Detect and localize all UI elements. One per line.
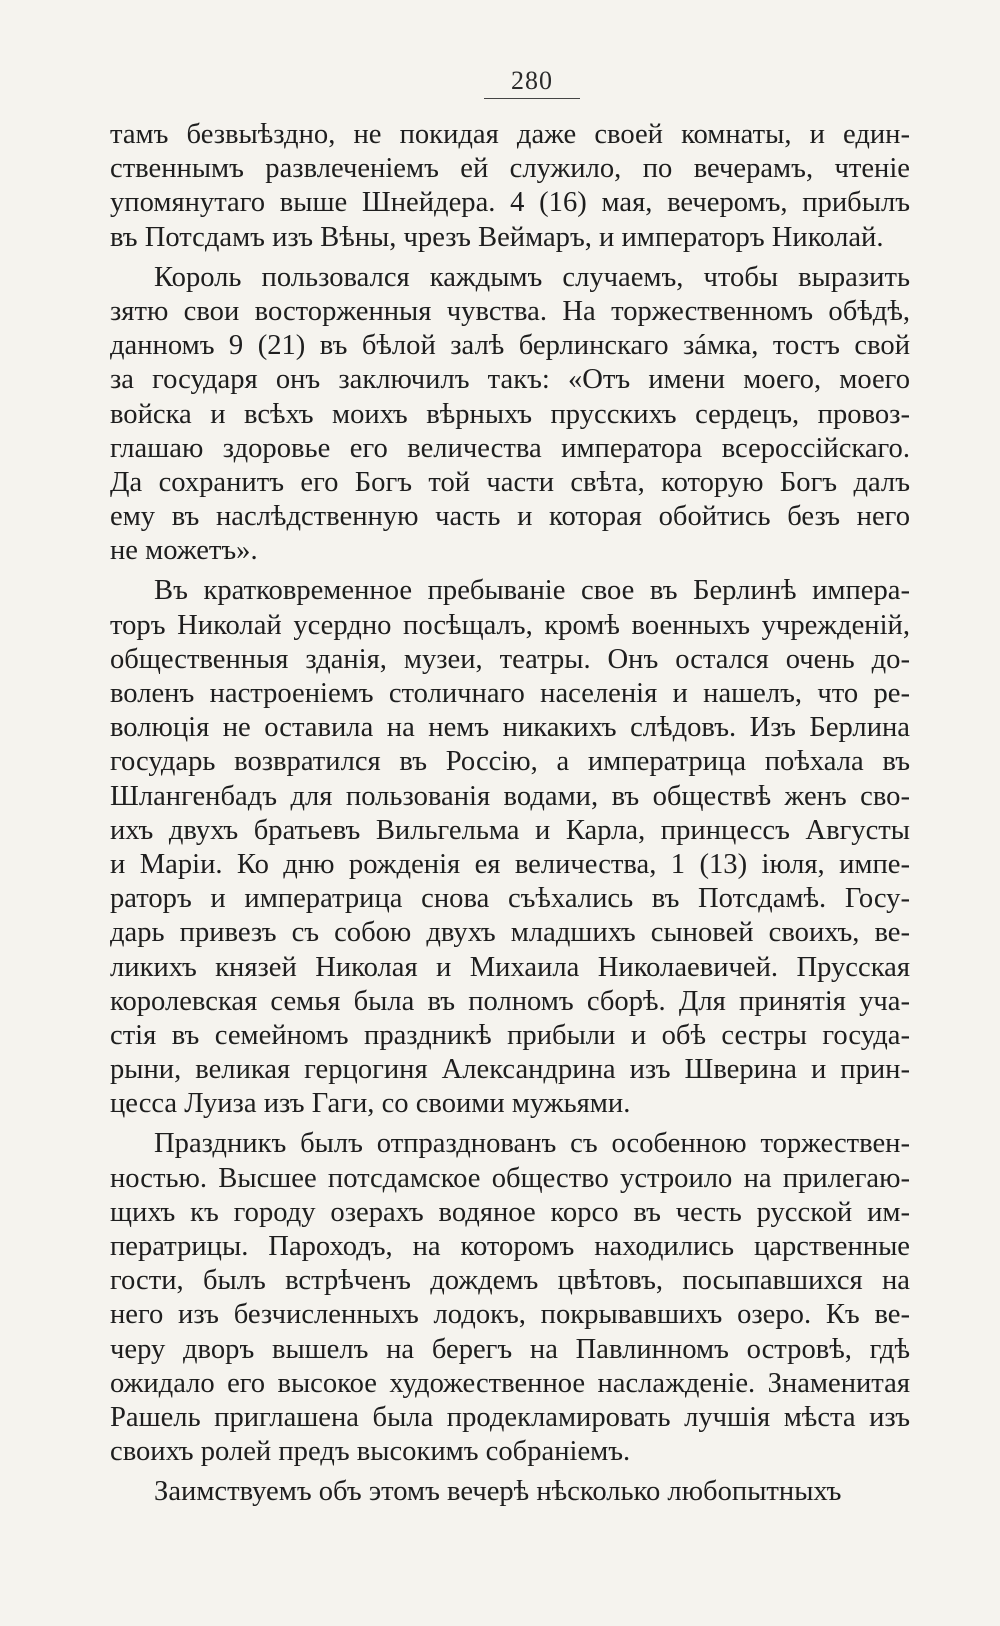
text-line: воленъ настроеніемъ столичнаго населенія и нашелъ, что ре-	[110, 678, 910, 709]
text-line: глашаю здоровье его величества императора всероссійскаго.	[110, 432, 910, 464]
paragraph	[110, 1127, 910, 1469]
paragraph	[110, 574, 910, 1121]
page-number-rule	[484, 98, 580, 99]
text-line: дарь привезъ съ собою двухъ младшихъ сыновей своихъ, ве-	[110, 917, 910, 949]
text-line: торъ Николай усердно посѣщалъ, кромѣ военныхъ учрежденій,	[110, 609, 910, 641]
text-line: щихъ къ городу озерахъ водяное корсо въ честь русской им-	[110, 1196, 910, 1228]
text-line: ностью. Высшее потсдамское общество устроило на прилегаю-	[110, 1162, 910, 1194]
text-line: цесса Луиза изъ Гаги, со своими мужьями.	[110, 1088, 631, 1120]
text-line: въ Потсдамъ изъ Вѣны, чрезъ Веймаръ, и императоръ Николай.	[110, 221, 884, 253]
text-line: ожидало его высокое художественное наслажденіе. Знаменитая	[110, 1367, 910, 1399]
text-line: ператрицы. Пароходъ, на которомъ находились царственные	[110, 1231, 910, 1262]
text-line: тамъ безвыѣздно, не покидая даже своей комнаты, и един-	[110, 119, 910, 150]
text-line: своихъ ролей предъ высокимъ собраніемъ.	[110, 1436, 631, 1468]
text-line: волюція не оставила на немъ никакихъ слѣдовъ. Изъ Берлина	[110, 712, 910, 744]
text-line: Король пользовался каждымъ случаемъ, чтобы выразить	[154, 261, 910, 293]
text-line: Да сохранитъ его Богъ той части свѣта, которую Богъ далъ	[110, 466, 910, 498]
page-text-body	[110, 118, 910, 1510]
text-line: Заимствуемъ объ этомъ вечерѣ нѣсколько любопытныхъ	[154, 1476, 842, 1508]
text-line: рыни, великая герцогиня Александрина изъ Шверина и прин-	[110, 1054, 910, 1086]
text-line: данномъ 9 (21) въ бѣлой залѣ берлинскаго зáмка, тостъ свой	[110, 330, 910, 362]
text-line: ственнымъ развлеченіемъ ей служило, по вечерамъ, чтеніе	[110, 153, 910, 185]
page-number: 280	[511, 66, 553, 95]
text-line: не можетъ».	[110, 535, 258, 567]
text-line: Шлангенбадъ для пользованія водами, въ обществѣ женъ сво-	[110, 780, 910, 812]
text-line: раторъ и императрица снова съѣхались въ Потсдамѣ. Госу-	[110, 883, 910, 915]
text-line: зятю свои восторженныя чувства. На торжественномъ обѣдѣ,	[110, 295, 910, 327]
text-line: королевская семья была въ полномъ сборѣ. Для принятія уча-	[110, 985, 910, 1017]
text-line: гости, былъ встрѣченъ дождемъ цвѣтовъ, посыпавшихся на	[110, 1265, 910, 1297]
text-line: него изъ безчисленныхъ лодокъ, покрывавшихъ озеро. Къ ве-	[110, 1299, 910, 1331]
text-line: общественныя зданія, музеи, театры. Онъ остался очень до-	[110, 643, 910, 675]
text-line: упомянутаго выше Шнейдера. 4 (16) мая, вечеромъ, прибылъ	[110, 187, 910, 219]
text-line: Рашель приглашена была продекламировать лучшія мѣста изъ	[110, 1401, 910, 1433]
text-line: Въ кратковременное пребываніе свое въ Берлинѣ импера-	[154, 575, 910, 607]
paragraph	[110, 1475, 910, 1509]
paragraph	[110, 261, 910, 569]
text-line: государь возвратился въ Россію, а императрица поѣхала въ	[110, 746, 910, 778]
text-line: черу дворъ вышелъ на берегъ на Павлинномъ островѣ, гдѣ	[110, 1333, 910, 1365]
paragraph	[110, 118, 910, 255]
text-line: ликихъ князей Николая и Михаила Николаевичей. Прусская	[110, 951, 910, 983]
text-line: Праздникъ былъ отпразднованъ съ особенною торжествен-	[154, 1128, 910, 1160]
text-line: стія въ семейномъ праздникѣ прибыли и обѣ сестры госуда-	[110, 1019, 910, 1051]
text-line: ему въ наслѣдственную часть и которая обойтись безъ него	[110, 501, 910, 533]
text-line: войска и всѣхъ моихъ вѣрныхъ прусскихъ сердецъ, провоз-	[110, 398, 910, 430]
text-line: за государя онъ заключилъ такъ: «Отъ имени моего, моего	[110, 364, 910, 396]
text-line: и Маріи. Ко дню рожденія ея величества, 1 (13) іюля, импе-	[110, 848, 910, 880]
text-line: ихъ двухъ братьевъ Вильгельма и Карла, принцессъ Августы	[110, 814, 910, 846]
